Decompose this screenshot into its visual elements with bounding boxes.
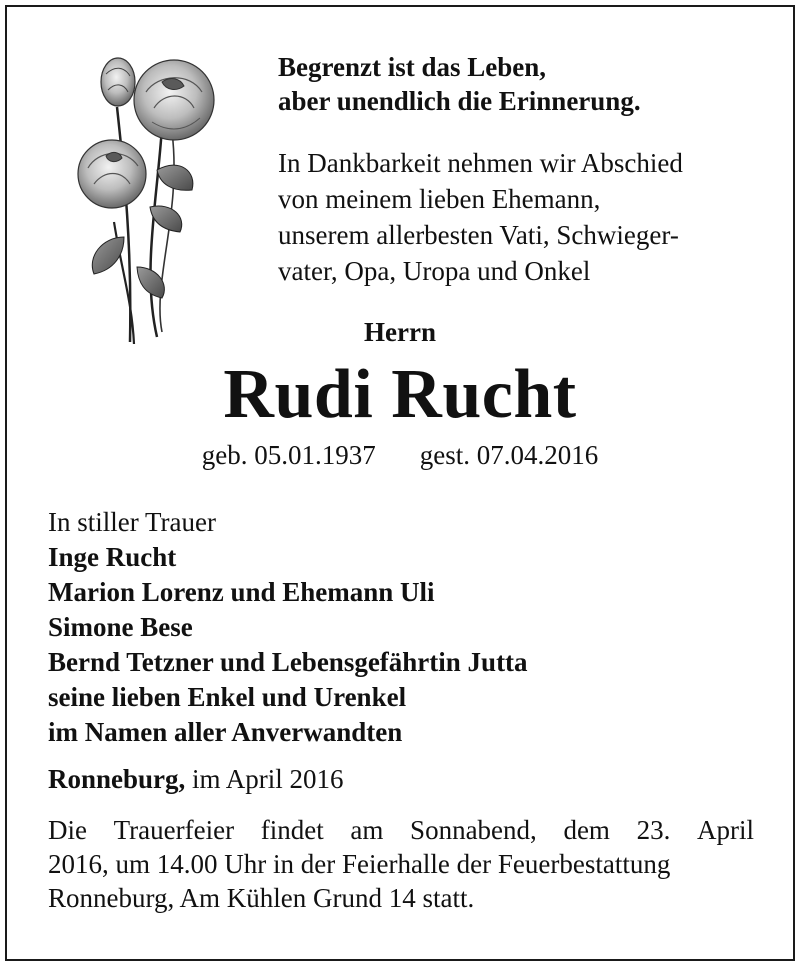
funeral-word: April [697,815,754,845]
mourner-name: Simone Bese [48,612,193,642]
funeral-word: am [350,815,384,845]
funeral-word: Sonnabend, [410,815,537,845]
funeral-word: dem [563,815,610,845]
intro-line: von meinem lieben Ehemann, [278,184,601,214]
funeral-word: findet [260,815,324,845]
intro-line: unserem allerbesten Vati, Schwieger- [278,220,679,250]
funeral-word: Trauerfeier [113,815,235,845]
funeral-line: 2016, um 14.00 Uhr in der Feierhalle der Feuerbestattung [48,849,671,879]
place-date [48,762,344,796]
funeral-info [48,813,754,915]
funeral-line: Ronneburg, Am Kühlen Grund 14 statt. [48,883,475,913]
funeral-word: 23. [636,815,671,845]
mourner-name: im Namen aller Anverwandten [48,717,403,747]
funeral-word: Die [48,815,87,845]
death-date: gest. 07.04.2016 [419,440,599,470]
mourner-name: Bernd Tetzner und Lebensgefährtin Jutta [48,647,528,677]
motto-line: Begrenzt ist das Leben, [278,52,546,82]
intro-line: vater, Opa, Uropa und Onkel [278,256,591,286]
place-town: Ronneburg, [48,764,186,794]
deceased-name: Rudi Rucht [223,356,577,433]
mourner-name: Marion Lorenz und Ehemann Uli [48,577,435,607]
intro-line: In Dankbarkeit nehmen wir Abschied [278,148,683,178]
mourner-name: Inge Rucht [48,542,177,572]
mourner-name: seine lieben Enkel und Urenkel [48,682,407,712]
roses-icon [62,52,222,347]
motto [278,50,748,118]
motto-line: aber unendlich die Erinnerung. [278,86,641,116]
place-month: im April 2016 [185,764,344,794]
intro-text [278,145,758,289]
life-dates [0,438,800,472]
birth-date: geb. 05.01.1937 [201,440,376,470]
salutation: Herrn [364,317,436,347]
mourners-list [48,505,768,750]
funeral-line [48,813,754,847]
mourners-lead: In stiller Trauer [48,507,216,537]
